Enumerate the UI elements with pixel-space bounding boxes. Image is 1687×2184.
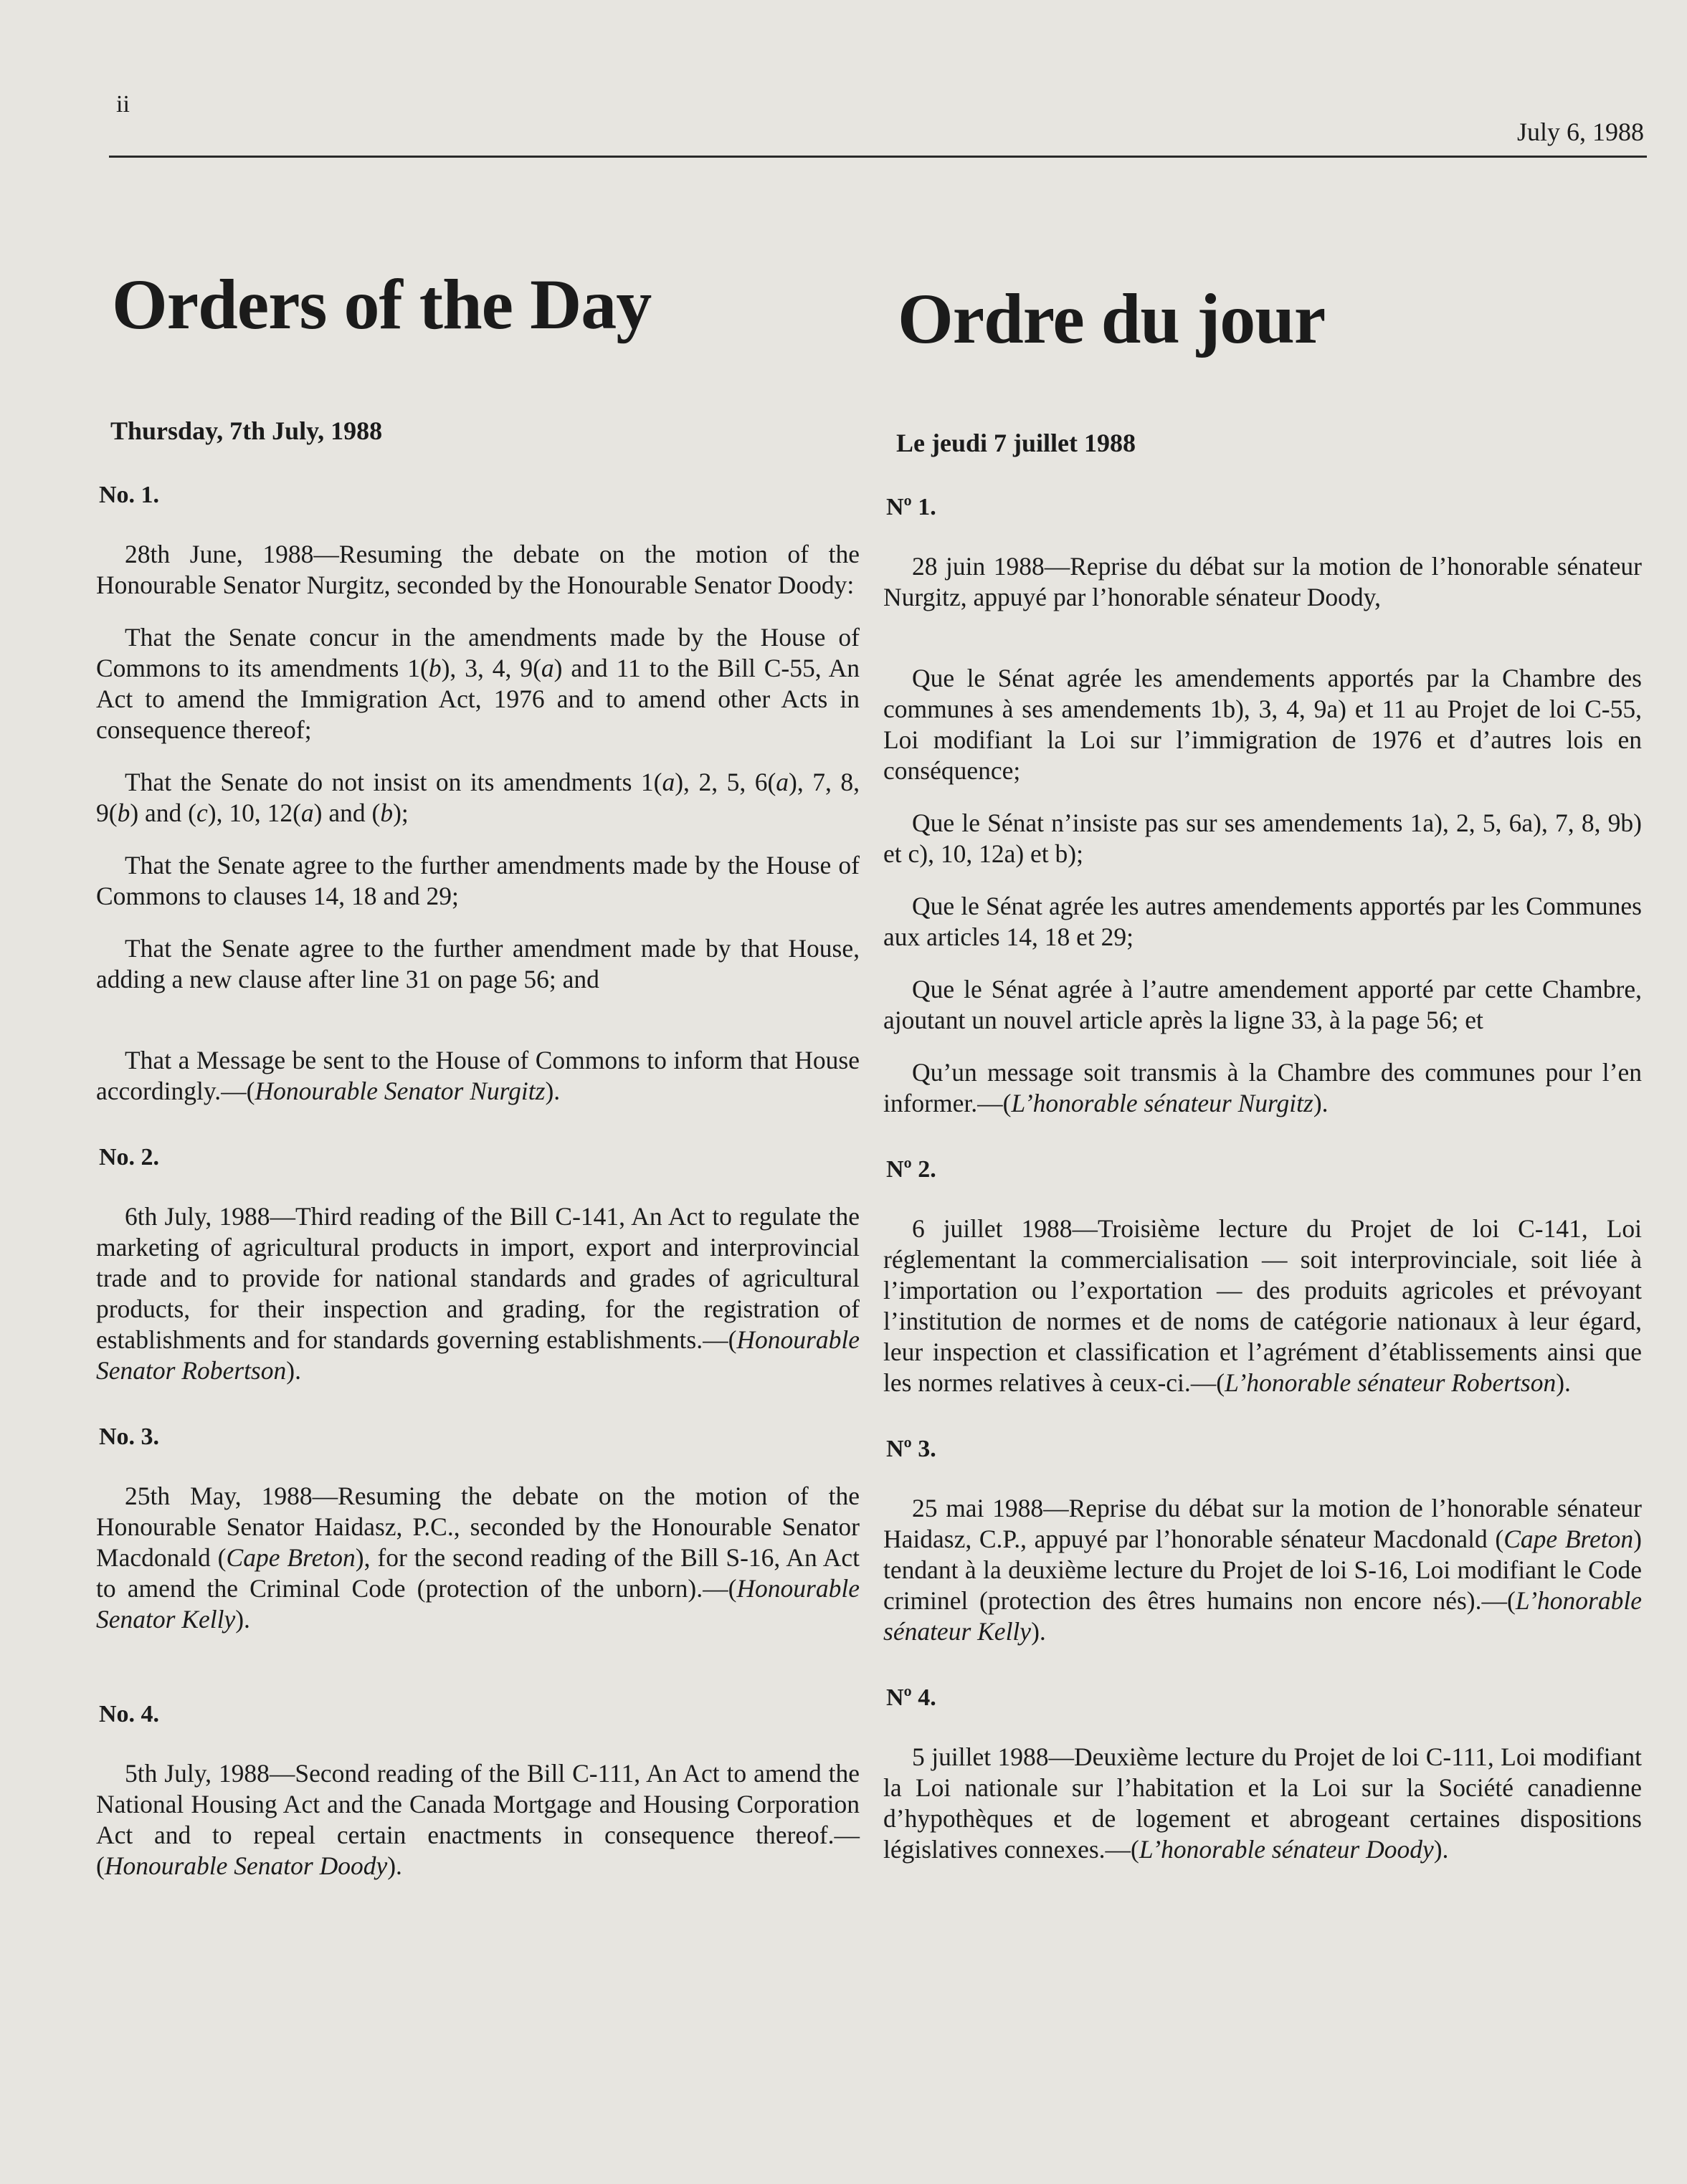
english-italic-text: a	[662, 768, 675, 796]
french-text: 5 juillet 1988—Deuxième lecture du Projet de loi C-111, Loi modifiant la Loi nationale sur l’habitation et la Loi sur la Société canadienne d’hypothèques et de logement et abrogeant certaines dispositions législatives connexes.—(	[883, 1742, 1642, 1864]
english-items	[96, 482, 860, 1882]
french-item-number: Nº 2.	[886, 1156, 936, 1183]
french-paragraph	[883, 974, 1642, 1036]
english-item-number: No. 1.	[99, 482, 160, 508]
english-date-line: Thursday, 7th July, 1988	[110, 416, 383, 445]
french-paragraph	[883, 1742, 1642, 1865]
english-item-number: No. 2.	[99, 1144, 160, 1170]
english-italic-text: c	[196, 798, 208, 827]
french-column	[883, 280, 1642, 1865]
english-text: 25th May, 1988—Resuming the debate on the motion of the Honourable Senator Haidasz, P.C., seconded by the Honourable Senator Macdonald (	[96, 1482, 860, 1572]
english-paragraph	[96, 1758, 860, 1882]
english-text: ), 10, 12(	[207, 798, 301, 827]
french-text: Que le Sénat agrée les autres amendements apportés par les Communes aux articles 14, 18 et 29;	[883, 892, 1642, 951]
english-text: 5th July, 1988—Second reading of the Bill C-111, An Act to amend the National Housing Act and the Canada Mortgage and Housing Corporation Act and to repeal certain enactments in consequence thereof.—(	[96, 1759, 860, 1880]
english-italic-text: Honourable Senator Kelly	[96, 1574, 860, 1634]
english-italic-text: b	[117, 798, 130, 827]
french-paragraph	[883, 891, 1642, 953]
french-paragraph	[883, 551, 1642, 613]
english-italic-text: Honourable Senator Doody	[104, 1851, 388, 1880]
english-text: ) and (	[313, 798, 381, 827]
english-text: 6th July, 1988—Third reading of the Bill C-141, An Act to regulate the marketing of agricultural products in import, export and interprovincial trade and to provide for national standards and grades of agricultural products, for their inspection and grading, for the registration of establishments and for standards governing establishments.—(	[96, 1202, 860, 1354]
english-paragraph	[96, 1481, 860, 1635]
french-paragraph	[883, 1493, 1642, 1647]
french-item-number: Nº 3.	[886, 1436, 936, 1462]
english-paragraph	[96, 933, 860, 995]
french-text: Que le Sénat n’insiste pas sur ses amendements 1a), 2, 5, 6a), 7, 8, 9b) et c), 10, 12a) et b);	[883, 809, 1642, 868]
english-text: ).	[545, 1077, 561, 1105]
page-date: July 6, 1988	[1516, 118, 1644, 146]
english-text: ) and 11 to the Bill C-55, An Act to amend the Immigration Act, 1976 and to amend other Acts in consequence thereof;	[96, 654, 860, 744]
french-text: 25 mai 1988—Reprise du débat sur la motion de l’honorable sénateur Haidasz, C.P., appuyé par l’honorable sénateur Macdonald (	[883, 1494, 1642, 1553]
english-italic-text: b	[428, 654, 442, 682]
page-header	[109, 90, 1647, 158]
english-paragraph	[96, 539, 860, 601]
english-text: ), 3, 4, 9(	[441, 654, 541, 682]
english-text: That the Senate agree to the further amendment made by that House, adding a new clause after line 31 on page 56; and	[96, 934, 860, 993]
french-text: ).	[1031, 1617, 1046, 1646]
english-paragraph	[96, 850, 860, 912]
english-text: ), 2, 5, 6(	[675, 768, 776, 796]
french-date-line: Le jeudi 7 juillet 1988	[896, 429, 1136, 457]
english-text: ), for the second reading of the Bill S-16, An Act to amend the Criminal Code (protection of the unborn).—(	[96, 1543, 860, 1603]
french-text: 28 juin 1988—Reprise du débat sur la motion de l’honorable sénateur Nurgitz, appuyé par l’honorable sénateur Doody,	[883, 552, 1642, 611]
english-text: That the Senate agree to the further amendments made by the House of Commons to clauses 14, 18 and 29;	[96, 851, 860, 910]
english-item-number: No. 4.	[99, 1701, 160, 1727]
french-text: Que le Sénat agrée les amendements apportés par la Chambre des communes à ses amendements 1b), 3, 4, 9a) et 11 au Projet de loi C-55, Loi modifiant la Loi sur l’immigration de 1976 et d’autres lois en conséquence;	[883, 664, 1642, 785]
french-text: Qu’un message soit transmis à la Chambre des communes pour l’en informer.—(	[883, 1058, 1642, 1117]
french-paragraph	[883, 1213, 1642, 1398]
english-column	[96, 265, 860, 1882]
english-text: ).	[235, 1605, 250, 1634]
english-text: That a Message be sent to the House of Commons to inform that House accordingly.—(	[96, 1046, 860, 1105]
french-items	[883, 494, 1642, 1865]
french-italic-text: L’honorable sénateur Doody	[1139, 1835, 1434, 1864]
english-text: ) and (	[130, 798, 196, 827]
english-paragraph	[96, 622, 860, 745]
english-italic-text: a	[541, 654, 554, 682]
french-title: Ordre du jour	[898, 279, 1326, 358]
english-italic-text: a	[300, 798, 314, 827]
french-italic-text: Cape Breton	[1503, 1525, 1634, 1553]
french-text: ) tendant à la deuxième lecture du Projet de loi S-16, Loi modifiant le Code criminel (protection des êtres humains non encore nés).—(	[883, 1525, 1642, 1615]
english-italic-text: Honourable Senator Robertson	[96, 1325, 860, 1385]
english-italic-text: Honourable Senator Nurgitz	[255, 1077, 546, 1105]
english-text: );	[393, 798, 409, 827]
french-italic-text: L’honorable sénateur Robertson	[1225, 1368, 1557, 1397]
english-item-number: No. 3.	[99, 1424, 160, 1450]
english-italic-text: b	[380, 798, 394, 827]
english-paragraph	[96, 1201, 860, 1386]
french-paragraph	[883, 808, 1642, 869]
english-italic-text: Cape Breton	[226, 1543, 356, 1572]
french-italic-text: L’honorable sénateur Kelly	[883, 1586, 1642, 1646]
english-text: ).	[286, 1356, 301, 1385]
english-text: 28th June, 1988—Resuming the debate on the motion of the Honourable Senator Nurgitz, seconded by the Honourable Senator Doody:	[96, 540, 860, 599]
english-paragraph	[96, 1045, 860, 1107]
english-paragraph	[96, 767, 860, 829]
english-text: That the Senate concur in the amendments made by the House of Commons to its amendments 1(	[96, 623, 860, 682]
french-item-number: Nº 4.	[886, 1684, 936, 1711]
french-text: ).	[1313, 1089, 1329, 1117]
french-text: ).	[1433, 1835, 1449, 1864]
english-italic-text: a	[776, 768, 789, 796]
page-number: ii	[116, 91, 130, 118]
english-text: That the Senate do not insist on its amendments 1(	[125, 768, 662, 796]
english-text: ), 7, 8, 9(	[96, 768, 860, 827]
french-text: 6 juillet 1988—Troisième lecture du Projet de loi C-141, Loi réglementant la commercialisation — soit interprovinciale, soit liée à l’importation ou l’exportation — des produits agricoles et prévoyant l’institution de normes et de noms de catégorie nationaux à leur égard, leur inspection et classification et l’agrément d’établissements ainsi que les normes relatives à ceux-ci.—(	[883, 1214, 1642, 1397]
french-text: ).	[1556, 1368, 1571, 1397]
english-text: ).	[387, 1851, 402, 1880]
french-text: Que le Sénat agrée à l’autre amendement apporté par cette Chambre, ajoutant un nouvel article après la ligne 33, à la page 56; et	[883, 975, 1642, 1034]
french-paragraph	[883, 663, 1642, 786]
english-title: Orders of the Day	[112, 264, 652, 344]
french-paragraph	[883, 1057, 1642, 1119]
french-italic-text: L’honorable sénateur Nurgitz	[1011, 1089, 1313, 1117]
french-item-number: Nº 1.	[886, 494, 936, 520]
